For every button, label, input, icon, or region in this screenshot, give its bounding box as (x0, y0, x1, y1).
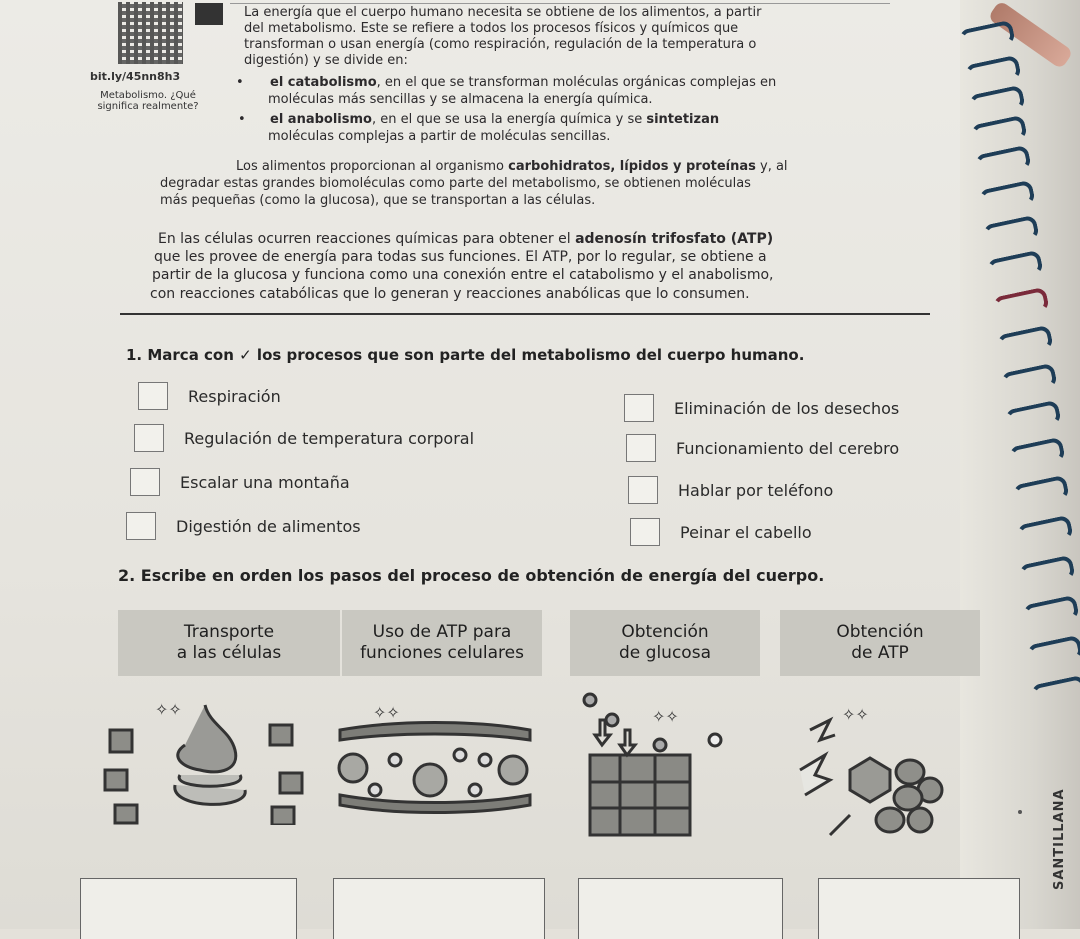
option-label: Respiración (188, 386, 281, 406)
checkbox[interactable] (138, 382, 168, 410)
publisher-name: SANTILLANA (1052, 788, 1067, 890)
option-regulacion-temperatura[interactable] (134, 424, 474, 452)
anabolismo-line-2: moléculas complejas a partir de moléculas sencillas. (268, 129, 611, 144)
blood-vessel-illustration (335, 700, 535, 820)
step-card-uso-atp[interactable] (342, 610, 542, 676)
qr-block (195, 3, 223, 25)
svg-text:✧✧: ✧✧ (373, 703, 400, 722)
foods-line-1: Los alimentos proporcionan al organismo carbohidratos, lípidos y proteínas y, al (236, 159, 788, 174)
answer-box-2[interactable] (333, 878, 545, 939)
svg-text:✧✧: ✧✧ (155, 700, 182, 719)
option-funcionamiento-cerebro[interactable] (626, 434, 899, 462)
step-line-1: Obtención (836, 622, 924, 642)
intro-line-1: La energía que el cuerpo humano necesita se obtiene de los alimentos, a partir (244, 5, 762, 20)
intro-line-4: digestión) y se divide en: (244, 53, 408, 68)
option-label: Digestión de alimentos (176, 516, 361, 536)
bullet-anabolismo: • (238, 112, 246, 127)
step-card-transporte[interactable] (118, 610, 340, 676)
publisher-logo (1052, 788, 1072, 920)
question-2-title: 2. Escribe en orden los pasos del proceso de obtención de energía del cuerpo. (118, 566, 825, 585)
checkbox[interactable] (624, 394, 654, 422)
catabolismo-line-1: el catabolismo, en el que se transforman moléculas orgánicas complejas en (270, 75, 777, 90)
option-respiracion[interactable] (138, 382, 281, 410)
atp-line-3: partir de la glucosa y funciona como una conexión entre el catabolismo y el anabolismo, (152, 267, 774, 283)
atp-line-4: con reacciones catabólicas que lo generan y reacciones anabólicas que lo consumen. (150, 286, 750, 302)
bullet-catabolismo: • (236, 75, 244, 90)
cells-illustration (580, 690, 730, 840)
option-label: Peinar el cabello (680, 522, 812, 542)
catabolismo-line-2: moléculas más sencillas y se almacena la energía química. (268, 92, 653, 107)
option-hablar-telefono[interactable] (628, 476, 833, 504)
answer-box-3[interactable] (578, 878, 783, 939)
answer-box-1[interactable] (80, 878, 297, 939)
qr-code[interactable] (118, 2, 183, 64)
option-label: Hablar por teléfono (678, 480, 834, 500)
option-label: Funcionamiento del cerebro (676, 438, 900, 458)
step-card-glucosa[interactable] (570, 610, 760, 676)
checkbox[interactable] (626, 434, 656, 462)
checkbox[interactable] (630, 518, 660, 546)
glucose-atp-illustration (790, 690, 950, 840)
intro-line-3: transforman o usan energía (como respiración, regulación de la temperatura o (244, 37, 757, 52)
top-rule (230, 3, 890, 4)
digestive-system-illustration (100, 695, 310, 825)
step-line-1: Obtención (621, 622, 709, 642)
checkbox[interactable] (126, 512, 156, 540)
option-digestion[interactable] (126, 512, 361, 540)
option-eliminacion-desechos[interactable] (624, 394, 899, 422)
checkbox[interactable] (130, 468, 160, 496)
step-line-2: de glucosa (619, 643, 711, 663)
step-line-2: a las células (176, 643, 282, 663)
foods-line-2: degradar estas grandes biomoléculas como parte del metabolismo, se obtienen moléculas (160, 176, 751, 191)
atp-line-2: que les provee de energía para todas sus funciones. El ATP, por lo regular, se obtiene a (154, 249, 767, 265)
step-line-2: funciones celulares (360, 643, 524, 663)
step-line-1: Transporte (183, 622, 275, 642)
qr-note: Metabolismo. ¿Qué significa realmente? (97, 90, 199, 112)
intro-line-2: del metabolismo. Este se refiere a todos los procesos físicos y químicos que (244, 21, 739, 36)
option-label: Escalar una montaña (180, 472, 350, 492)
anabolismo-line-1: el anabolismo, en el que se usa la energía química y se sintetizan (270, 112, 720, 127)
dot-mark (1018, 810, 1022, 814)
atp-line-1: En las células ocurren reacciones químicas para obtener el adenosín trifosfato (ATP) (158, 231, 774, 247)
option-escalar-montana[interactable] (130, 468, 350, 496)
foods-line-3: más pequeñas (como la glucosa), que se transportan a las células. (160, 193, 596, 208)
checkbox[interactable] (628, 476, 658, 504)
option-peinar-cabello[interactable] (630, 518, 812, 546)
svg-text:✧✧: ✧✧ (652, 707, 679, 726)
checkbox[interactable] (134, 424, 164, 452)
option-label: Eliminación de los desechos (674, 398, 900, 418)
question-1-title: 1. Marca con ✓ los procesos que son parte del metabolismo del cuerpo humano. (126, 346, 805, 364)
qr-link[interactable]: bit.ly/45nn8h3 (90, 70, 181, 83)
section-divider (120, 313, 930, 315)
step-card-atp[interactable] (780, 610, 980, 676)
answer-box-4[interactable] (818, 878, 1020, 939)
step-line-1: Uso de ATP para (372, 622, 512, 642)
svg-text:✧✧: ✧✧ (842, 705, 869, 724)
step-line-2: de ATP (851, 643, 909, 663)
option-label: Regulación de temperatura corporal (184, 428, 475, 448)
